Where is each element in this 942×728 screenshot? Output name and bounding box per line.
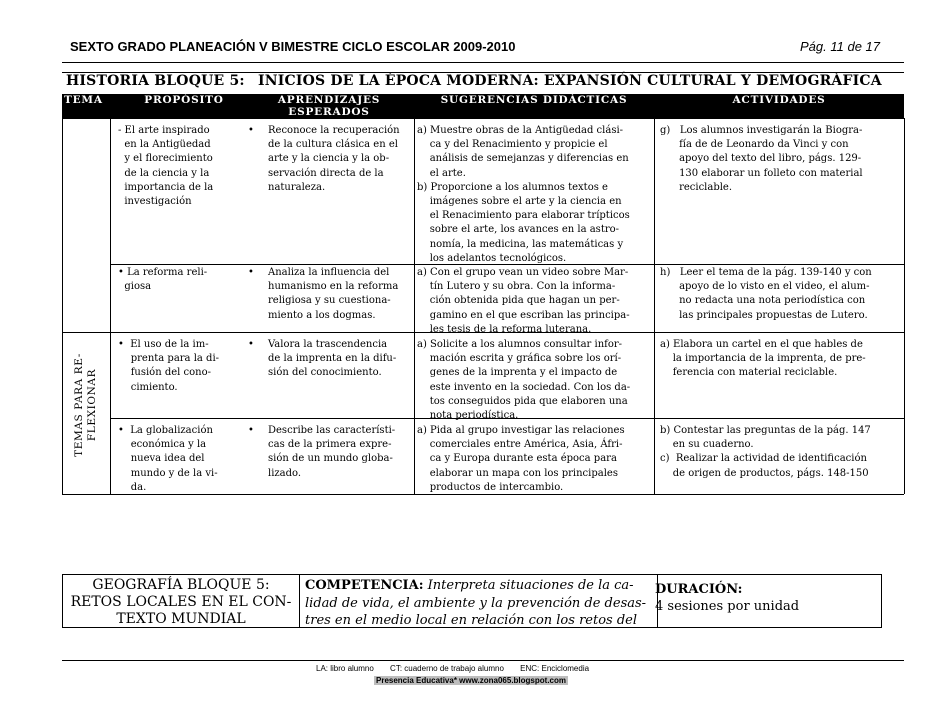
bullet: •: [248, 125, 254, 136]
document-title: SEXTO GRADO PLANEACIÓN V BIMESTRE CICLO ESCOLAR 2009-2010: [70, 39, 516, 54]
sugerencias-cell: a) Pida al grupo investigar las relaciones comerciales entre América, Asia, Áfri- ca y Europa durante esta época para elaborar un mapa con los principales productos de intercambio.: [417, 425, 625, 493]
geografia-box: [62, 574, 882, 628]
footer-legend: [316, 664, 603, 673]
bullet: •: [248, 267, 254, 278]
bullet: •: [248, 339, 254, 350]
sugerencias-cell: a) Muestre obras de la Antigüedad clási- ca y del Renacimiento y propicie el análisis de semejanzas y diferencias en el arte. b) Proporcione a los alumnos textos e imágenes sobre el arte y la ciencia en el Renacimiento para elaborar trípticos sobre el arte, los avances en la astro- nomía, la medicina, las matemáticas y los adelantos tecnológicos.: [417, 125, 630, 264]
footer-site: Presencia Educativa* www.zona065.blogspot.com: [376, 676, 566, 685]
legend-enc: ENC: Enciclomedia: [520, 664, 590, 673]
legend-la: LA: libro alumno: [316, 664, 374, 673]
actividades-cell: g) Los alumnos investigarán la Biogra- fía de de Leonardo da Vinci y con apoyo del texto del libro, págs. 129- 130 elaborar un folleto con material reciclable.: [660, 125, 863, 193]
proposito-cell: • La globalización económica y la nueva idea del mundo y de la vi- da.: [118, 425, 218, 493]
page-header: [70, 39, 880, 54]
competencia-cell: [299, 575, 658, 628]
proposito-cell: • La reforma reli- giosa: [118, 267, 208, 293]
competencia-label: COMPETENCIA:: [305, 578, 424, 593]
footer-divider: [62, 660, 904, 661]
competencia-more: lidad de vida, el ambiente y la prevención de desas- tres en el medio local en relación con los retos del: [305, 595, 647, 628]
competencia-text: Interpreta situaciones de la ca-: [423, 578, 634, 593]
sugerencias-cell: a) Solicite a los alumnos consultar infor- mación escrita y gráfica sobre los orí- genes de la imprenta y el impacto de este invento en la sociedad. Con los da- tos conseguidos pida que elaboren una nota periodística.: [417, 339, 631, 422]
border-sugerencias: [414, 118, 415, 494]
actividades-cell: b) Contestar las preguntas de la pág. 147 en su cuaderno. c) Realizar la actividad de identificación de origen de productos, págs. 148-150: [660, 425, 871, 479]
col-tema: TEMA: [64, 94, 103, 106]
page-number: Pág. 11 de 17: [800, 39, 880, 54]
duracion-label: DURACIÓN:: [655, 582, 743, 597]
actividades-cell: h) Leer el tema de la pág. 139-140 y con apoyo de lo visto en el video, el alum- no redacta una nota periodística con las principales propuestas de Lutero.: [660, 267, 872, 321]
col-aprendizajes: APRENDIZAJES ESPERADOS: [277, 94, 381, 118]
actividades-cell: a) Elabora un cartel en el que hables de la importancia de la imprenta, de pre- ferencia con material reciclable.: [660, 339, 866, 379]
col-proposito: PROPÓSITO: [144, 94, 224, 106]
column-header-row: [62, 94, 904, 118]
tema-side-label: [62, 332, 110, 494]
header-divider: [62, 62, 904, 63]
tema-side-text: TEMAS PARA RE- FLEXIONAR: [73, 353, 98, 457]
border-actividades: [654, 118, 655, 494]
legend-ct: CT: cuaderno de trabajo alumno: [390, 664, 504, 673]
section-block: HISTORIA BLOQUE 5:: [66, 73, 245, 89]
geografia-block: GEOGRAFÍA BLOQUE 5: RETOS LOCALES EN EL CON- TEXTO MUNDIAL: [70, 577, 292, 627]
sugerencias-cell: a) Con el grupo vean un video sobre Mar- tín Lutero y su obra. Con la informa- ción obtenida pida que hagan un per- gamino en el que escriban las principa- les tesis de la reforma luterana.: [417, 267, 630, 335]
duracion-text: 4 sesiones por unidad: [655, 599, 800, 614]
col-sugerencias: SUGERENCIAS DIDÁCTICAS: [440, 94, 628, 106]
border-right: [904, 118, 905, 494]
aprendizaje-cell: Analiza la influencia del humanismo en la reforma religiosa y su cuestiona- miento a los dogmas.: [268, 267, 399, 321]
proposito-cell: • El uso de la im- prenta para la di- fusión del cono- cimiento.: [118, 339, 220, 393]
aprendizaje-cell: Valora la trascendencia de la imprenta en la difu- sión del conocimiento.: [268, 339, 397, 379]
col-actividades: ACTIVIDADES: [732, 94, 826, 106]
bullet: •: [248, 425, 254, 436]
aprendizaje-cell: Describe las característi- cas de la primera expre- sión de un mundo globa- lizado.: [268, 425, 396, 479]
section-topic: INICIOS DE LA ÉPOCA MODERNA: EXPANSIÓN CULTURAL Y DEMOGRÁFICA: [258, 73, 882, 89]
border-tema: [110, 118, 111, 494]
aprendizaje-cell: Reconoce la recuperación de la cultura clásica en el arte y la ciencia y la ob- servación directa de la naturaleza.: [268, 125, 400, 193]
row-line: [62, 118, 904, 119]
duracion-cell: [655, 581, 799, 615]
proposito-cell: - El arte inspirado en la Antigüedad y el florecimiento de la ciencia y la importancia de la investigación: [118, 125, 214, 208]
